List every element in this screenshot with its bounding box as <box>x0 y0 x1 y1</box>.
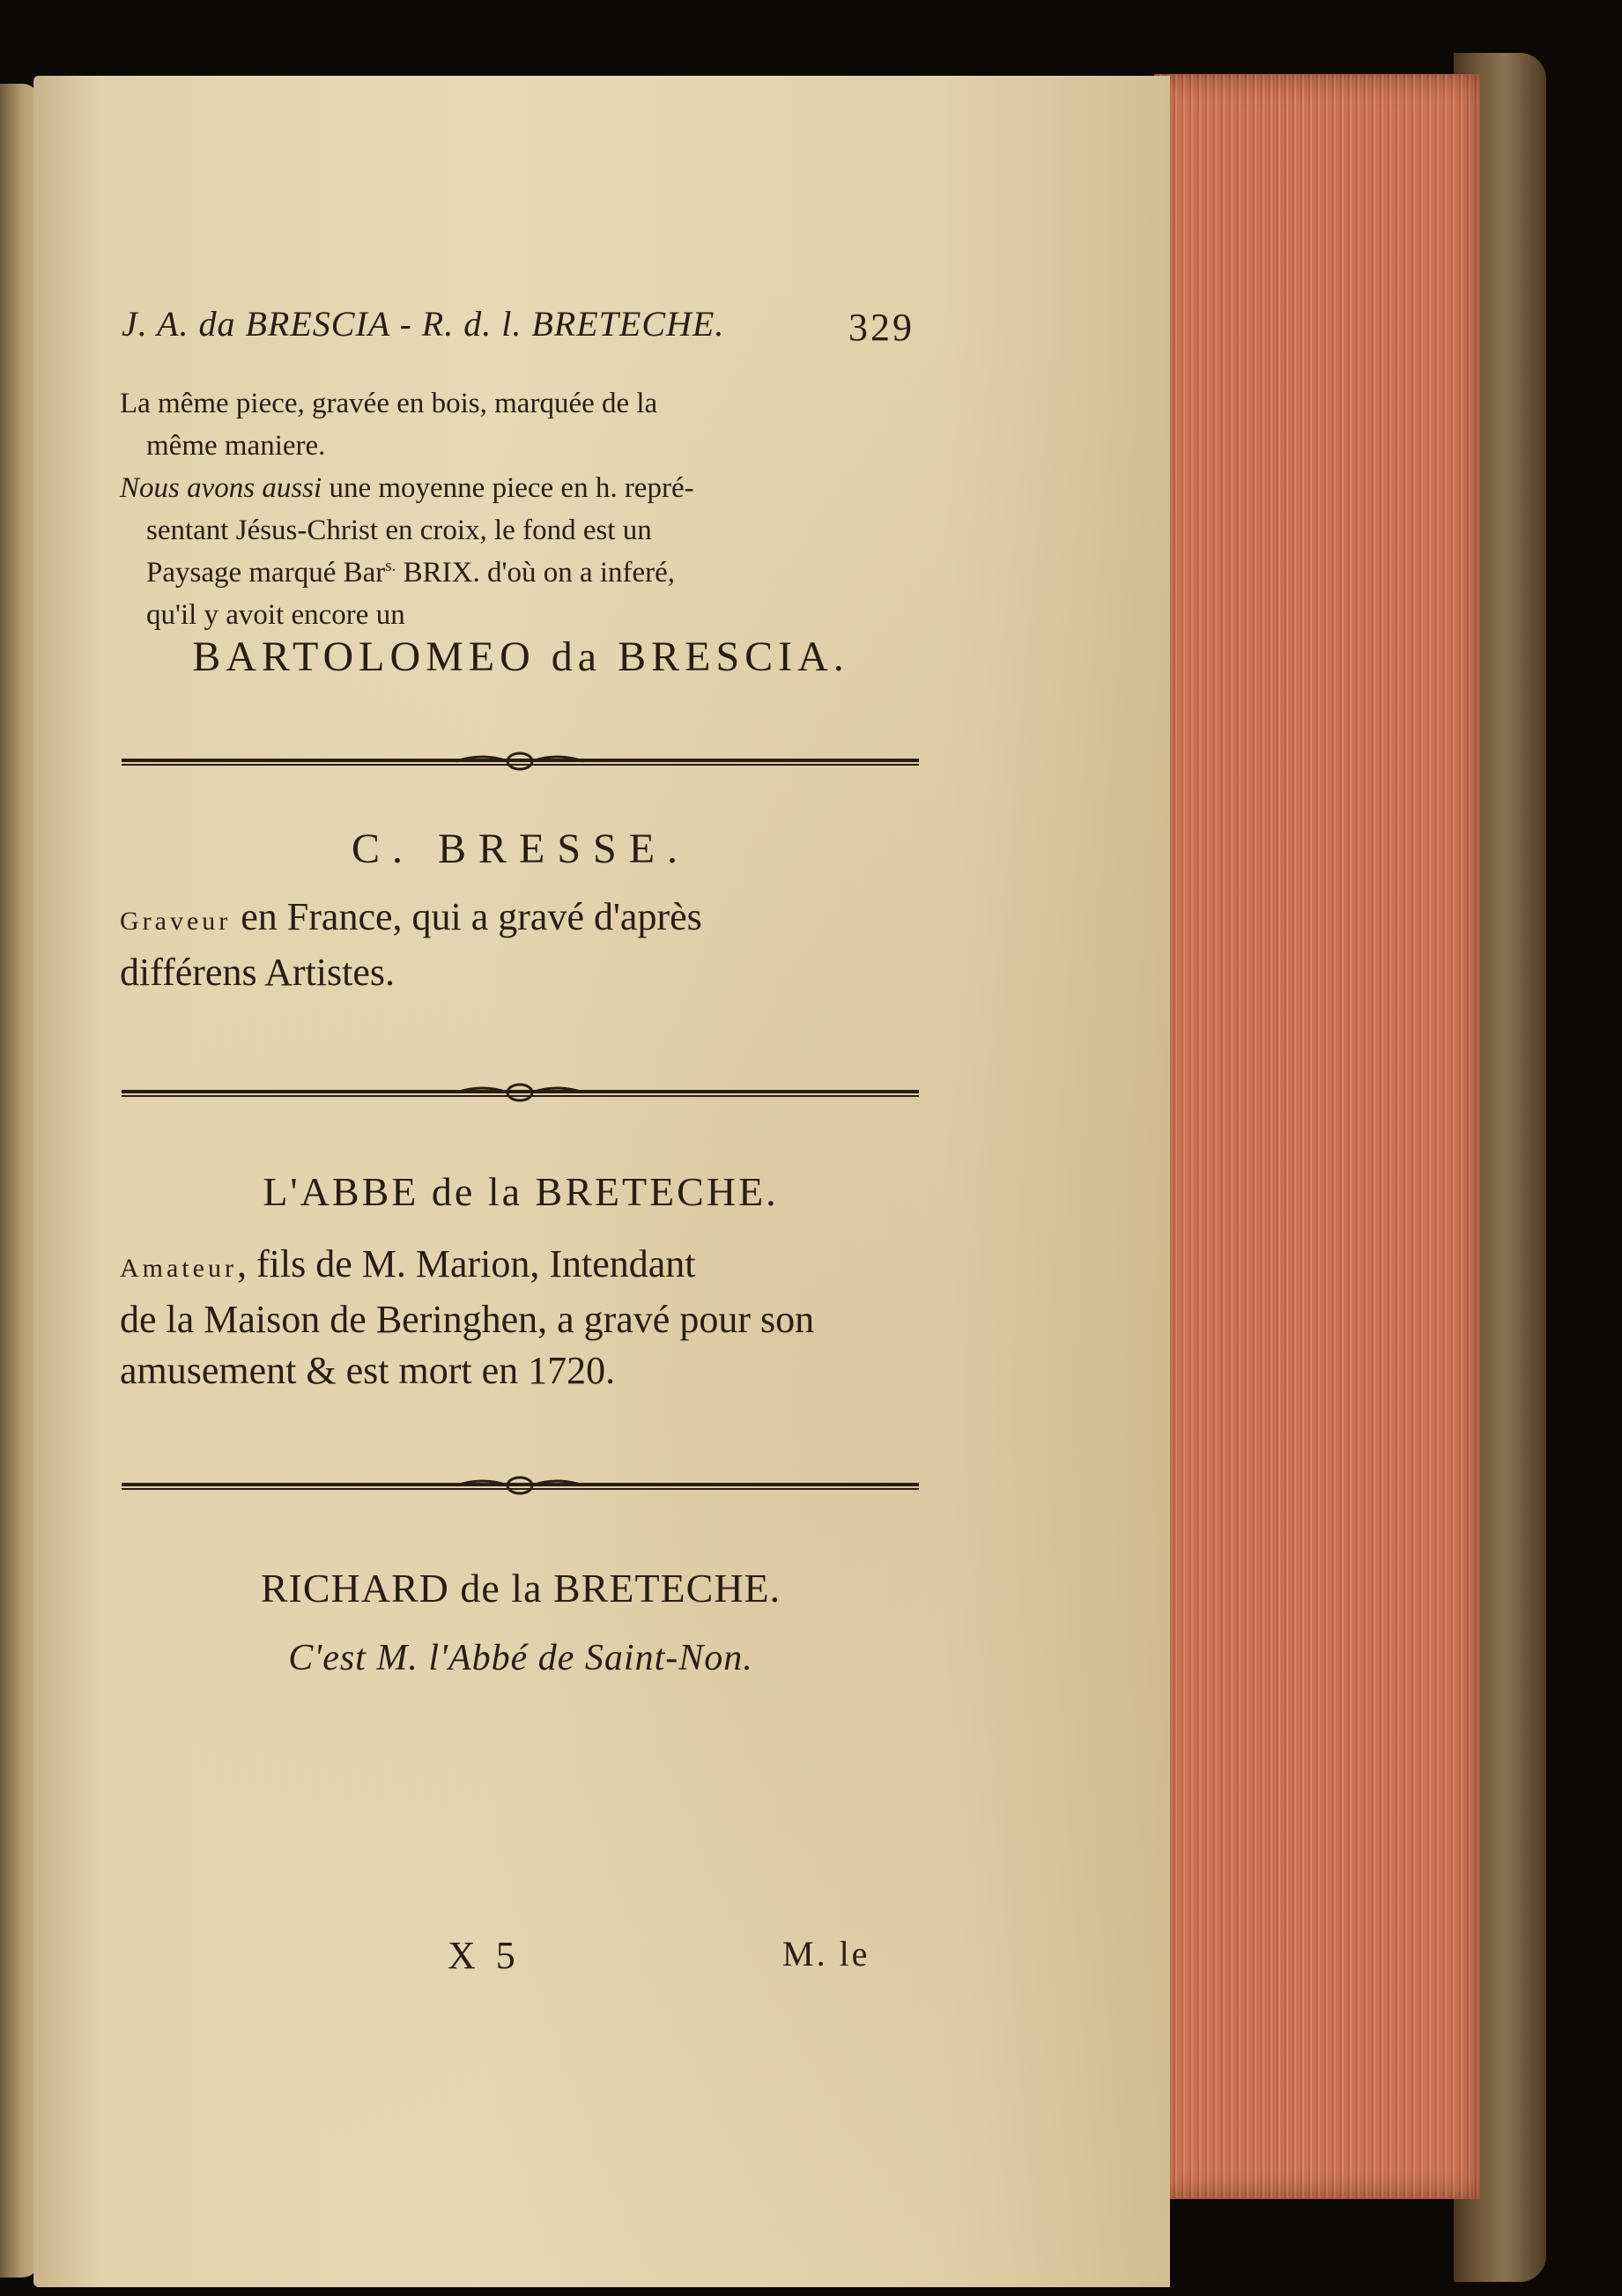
signature-mark: X 5 <box>448 1934 521 1977</box>
page-number: 329 <box>848 306 915 349</box>
entry-heading-bartolomeo: BARTOLOMEO da BRESCIA. <box>192 633 849 680</box>
top-paragraph <box>120 382 922 636</box>
entry-heading-bresse: C. BRESSE. <box>351 826 691 872</box>
book-page <box>33 76 1170 2287</box>
entry-text-bresse: Graveur en France, qui a gravé d'après différens Artistes. <box>120 895 702 994</box>
lead-word: Amateur <box>120 1254 237 1283</box>
entry-heading-richard-breteche: RICHARD de la BRETECHE. <box>260 1566 781 1611</box>
text-line: Nous avons aussi une moyenne piece en h. repré- <box>120 472 694 504</box>
superscript: s. <box>385 557 396 575</box>
running-head <box>122 303 915 365</box>
page-block-edges <box>1154 74 1480 2199</box>
ornamental-rule <box>122 1475 919 1496</box>
text-line: qu'il y avoit encore un <box>146 599 405 631</box>
text-line: La même piece, gravée en bois, marquée de la <box>120 388 658 419</box>
entry-text-abbe-breteche: Amateur, fils de M. Marion, Intendant de la Maison de Beringhen, a gravé pour son amusement & est mort en 1720. <box>120 1242 815 1392</box>
running-head-title: J. A. da BRESCIA - R. d. l. BRETECHE. <box>122 304 725 344</box>
entry-note-richard-breteche: C'est M. l'Abbé de Saint-Non. <box>288 1638 753 1678</box>
text-line: sentant Jésus-Christ en croix, le fond est un <box>146 515 652 546</box>
lead-word: Graveur <box>120 907 232 936</box>
text-line: même maniere. <box>146 430 326 462</box>
catchword: M. le <box>782 1934 870 1974</box>
entry-heading-abbe-breteche: L'ABBE de la BRETECHE. <box>263 1169 779 1214</box>
italic-lead: Nous avons aussi <box>120 472 322 504</box>
ornamental-rule <box>122 1082 919 1103</box>
text-line: Paysage marqué Bar$^{s.}$ BRIX. d'où on a inferé, <box>146 557 676 589</box>
ornamental-rule <box>122 751 919 772</box>
